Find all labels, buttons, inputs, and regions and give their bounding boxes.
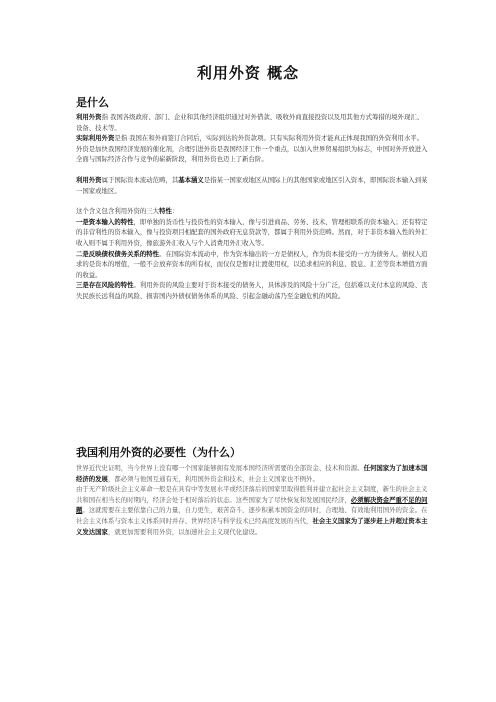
- term-utilize-foreign-capital-2: 利用外资: [76, 175, 102, 184]
- term-trait-two: 二是反映债权债务关系的特性: [76, 249, 160, 258]
- paragraph-trait-three: 三是存在风险的特性。利用外资的风险主要对于资本接受的债务人，具体涉及的风险十分广泛，包括难以支付本息的风险、丧失民族长远利益的风险、损害国内外债权债务体系的风险、引起金融动荡乃至金融危机的风险。: [76, 281, 428, 300]
- section-why-body: [76, 463, 428, 537]
- term-trait-three: 三是存在风险的特性: [76, 281, 134, 290]
- paragraph-actual-utilization: 实际利用外资是指 我国在和外商签订合同后，实际到达的外资款项。只有实际利用外资才能真正体现我国的外资利用水平。外资是加快我国经济发展的催化剂，合理引进外资是我国经济工作一个重点，以加入世界贸易组织为标志，中国对外开放进入全面与国际经济合作与竞争的崭新阶段，利用外资也迈上了新台阶。: [76, 134, 428, 164]
- paragraph-definition: 利用外资指 我国各级政府、部门、企业和其他经济组织通过对外借款、吸收外商直接投资以及用其他方式筹措的境外现汇、设备、技术等。: [76, 113, 424, 132]
- paragraph-basic-meaning: 利用外资属于国际资本流动范畴，其基本涵义是指某一国家或地区从国际上的其他国家或地区引入资本，即国际资本输入到某一国家或地区。: [76, 175, 428, 195]
- document-title: 利用外资 概念: [196, 64, 300, 82]
- section-heading-what: 是什么: [76, 96, 109, 109]
- paragraph-three-traits-intro: 这个含义包含利用外资的三大特性：: [76, 207, 179, 216]
- paragraph-trait-two: 二是反映债权债务关系的特性。在国际资本流动中，作为资本输出的一方是债权人，作为资本接受的一方为债务人。债权人追求的是资本的增值，一般不会放弃资本的所有权，而仅仅是暂时让渡使用权，以追求相应的利息、股息、汇差等资本增值方面的收益。: [76, 249, 428, 279]
- emphasis-catch-up: 社会主义国家为了逐步赶上并超过资本主义发达国家: [76, 516, 428, 536]
- term-actual-utilization: 实际利用外资: [76, 134, 115, 143]
- term-trait-one: 一是资本输入的特性: [76, 217, 134, 226]
- paragraph-socialist-countries: 由于无产阶级社会主义革命一般是在具有中等发展水平或经济落后的国家里取得胜利并建立起社会主义制度，新生的社会主义共和国在相当长的时期内，经济会处于相对落后的状态。这些国家为了尽快恢复和发展国民经济，必须解决资金严重不足的问题。这就需要在主要依靠自己的力量，自力更生，艰苦奋斗，逐步积累本国资金的同时，合理地、有效地利用国外的资金。在社会主义体系与资本主义体系同时并存、世界经济与科学技术已经高度发展的当代，社会主义国家为了逐步赶上并超过资本主义发达国家，就更加需要利用外资，以加速社会主义现代化建设。: [76, 485, 428, 536]
- term-traits: 特性: [159, 207, 172, 216]
- paragraph-trait-one: 一是资本输入的特性，即单独的货币性与投资性的资本输入，像与引进商品、劳务、技术、管理相联系的资本输入；还有特定的非营利性的资本输入，像与投资项目相配套的国外政府无息贷款等，都属于利用外资范畴。然而，对于非资本输入性的外汇收入则不属于利用外资，像旅游外汇收入与个人消费用外汇收入等。: [76, 217, 428, 247]
- paragraph-modern-history: 世界近代史证明，当今世界上没有哪一个国家能够拥有发展本国经济所需要的全部资金、技术和资源。任何国家为了加速本国经济的发展，都必须与他国互通有无，利用国外资金和技术，社会主义国家也不例外。: [76, 464, 428, 483]
- term-utilize-foreign-capital: 利用外资: [76, 113, 102, 121]
- emphasis-accelerate-development: 任何国家为了加速本国经济的发展: [76, 464, 428, 483]
- term-basic-meaning: 基本涵义: [178, 175, 204, 184]
- section-heading-why: 我国利用外资的必要性（为什么）: [76, 446, 241, 459]
- section-what-body: [76, 112, 428, 302]
- emphasis-capital-shortage: 必须解决资金严重不足的问题: [76, 495, 428, 515]
